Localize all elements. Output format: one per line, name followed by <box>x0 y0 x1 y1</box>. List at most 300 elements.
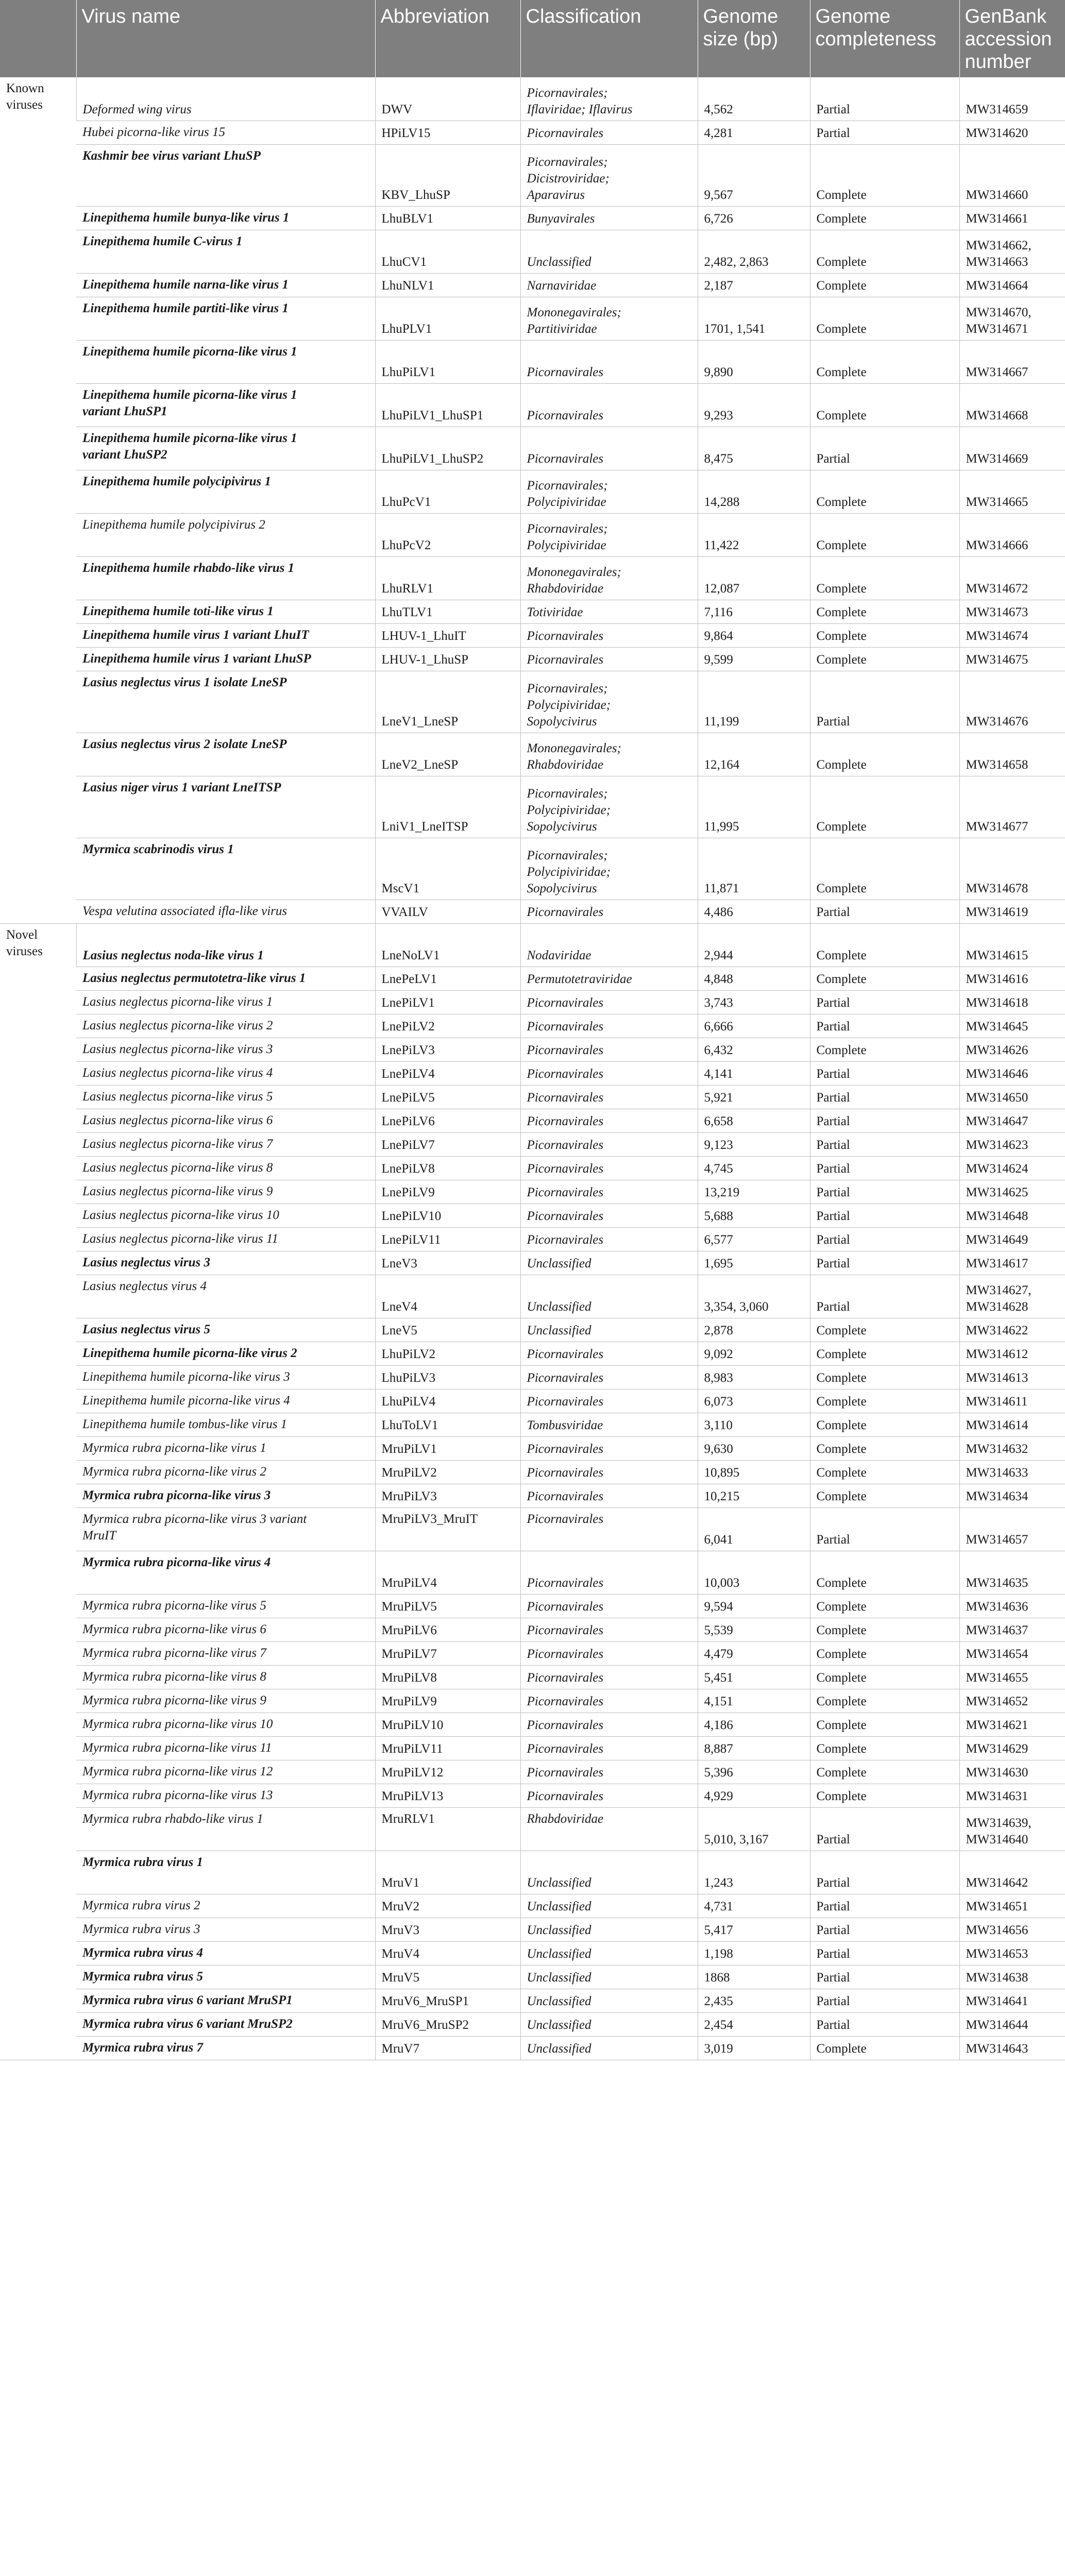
virus-name-line: Lasius neglectus picorna-like virus 10 <box>82 1208 279 1222</box>
virus-name <box>76 2012 375 2036</box>
classification-line: Unclassified <box>527 2041 591 2056</box>
genome-completeness: Partial <box>810 121 959 144</box>
virus-name-line: Myrmica rubra picorna-like virus 1 <box>82 1440 266 1455</box>
accession-line: MW314650 <box>966 1090 1028 1105</box>
abbreviation: LnePiLV2 <box>375 1014 520 1038</box>
virus-name <box>76 990 375 1014</box>
table-body <box>0 77 1065 2060</box>
classification-line: Picornavirales <box>527 1019 604 1033</box>
classification-line: Picornavirales <box>527 1512 604 1526</box>
classification-line: Rhabdoviridae <box>527 1811 604 1826</box>
table-row <box>0 1594 1065 1618</box>
classification-line: Picornavirales <box>527 1066 604 1081</box>
virus-name <box>76 1713 375 1736</box>
accession-line: MW314634 <box>966 1489 1028 1503</box>
table-row <box>0 1180 1065 1204</box>
accession-line: MW314678 <box>966 881 1028 895</box>
abbreviation: LhuPiLV1_LhuSP2 <box>375 427 520 470</box>
virus-name-line: Linepithema humile toti-like virus 1 <box>82 604 274 618</box>
genome-completeness: Partial <box>810 1251 959 1275</box>
classification <box>520 967 698 990</box>
accession-number <box>959 206 1065 230</box>
classification-line: Polycipiviridae <box>527 495 606 509</box>
classification-line: Narnaviridae <box>527 278 597 293</box>
classification <box>520 1014 698 1038</box>
classification-line: Unclassified <box>527 1994 591 2008</box>
accession-number <box>959 1389 1065 1413</box>
genome-completeness: Complete <box>810 1665 959 1689</box>
accession-line: MW314660 <box>966 188 1028 202</box>
genome-size: 4,486 <box>698 900 810 923</box>
abbreviation: LhuCV1 <box>375 230 520 273</box>
classification-line: Picornavirales <box>527 905 604 919</box>
accession-line: MW314625 <box>966 1185 1028 1199</box>
virus-name <box>76 623 375 647</box>
table-row <box>0 1551 1065 1594</box>
virus-name <box>76 230 375 273</box>
accession-line: MW314622 <box>966 1323 1028 1337</box>
accession-line: MW314651 <box>966 1899 1028 1913</box>
classification-line: Picornavirales <box>527 1670 604 1685</box>
accession-number <box>959 1365 1065 1389</box>
classification-line: Partitiviridae <box>527 321 597 336</box>
genome-completeness: Complete <box>810 647 959 671</box>
accession-number <box>959 1318 1065 1342</box>
classification <box>520 1061 698 1085</box>
accession-line: MW314614 <box>966 1418 1028 1432</box>
table-row <box>0 838 1065 900</box>
virus-name <box>76 1109 375 1132</box>
abbreviation: MruV3 <box>375 1918 520 1941</box>
classification <box>520 1665 698 1689</box>
accession-line: MW314638 <box>966 1970 1028 1985</box>
abbreviation: LnePiLV7 <box>375 1132 520 1156</box>
table-row <box>0 1413 1065 1436</box>
genome-size: 5,539 <box>698 1618 810 1641</box>
classification <box>520 1807 698 1851</box>
genome-completeness: Complete <box>810 340 959 383</box>
virus-name <box>76 1689 375 1713</box>
classification-line: Mononegavirales; <box>527 741 621 755</box>
table-row <box>0 1014 1065 1038</box>
classification-line: Aparavirus <box>527 188 585 202</box>
genome-size: 6,073 <box>698 1389 810 1413</box>
table-row <box>0 1736 1065 1760</box>
virus-name-line: Lasius neglectus picorna-like virus 8 <box>82 1160 273 1175</box>
virus-name-line: Kashmir bee virus variant LhuSP <box>82 148 261 163</box>
accession-number <box>959 1989 1065 2012</box>
genome-size: 5,010, 3,167 <box>698 1807 810 1851</box>
table-row <box>0 733 1065 776</box>
genome-size: 4,562 <box>698 77 810 121</box>
classification <box>520 1413 698 1436</box>
genome-completeness: Complete <box>810 1365 959 1389</box>
abbreviation: MruV7 <box>375 2036 520 2060</box>
accession-line: MW314671 <box>966 321 1028 336</box>
classification <box>520 647 698 671</box>
accession-line: MW314635 <box>966 1575 1028 1590</box>
virus-name-line: Linepithema humile polycipivirus 2 <box>82 517 265 532</box>
classification-line: Picornavirales <box>527 365 604 379</box>
genome-completeness: Partial <box>810 1109 959 1132</box>
accession-number <box>959 1736 1065 1760</box>
classification <box>520 383 698 427</box>
accession-line: MW314672 <box>966 581 1028 596</box>
group-label: Known viruses <box>0 77 76 923</box>
virus-name-line: Myrmica rubra picorna-like virus 13 <box>82 1788 273 1802</box>
accession-number <box>959 230 1065 273</box>
virus-name <box>76 1436 375 1460</box>
header-genome-size: Genome size (bp) <box>698 0 810 77</box>
genome-completeness: Partial <box>810 1014 959 1038</box>
classification <box>520 1965 698 1989</box>
abbreviation: MruPiLV4 <box>375 1551 520 1594</box>
virus-name-line: Lasius neglectus virus 2 isolate LneSP <box>82 737 287 751</box>
classification <box>520 1204 698 1227</box>
virus-name-line: Vespa velutina associated ifla-like virus <box>82 904 288 918</box>
classification-line: Nodaviridae <box>527 948 591 962</box>
genome-size: 10,215 <box>698 1484 810 1507</box>
table-row <box>0 600 1065 623</box>
classification-line: Bunyavirales <box>527 211 595 226</box>
genome-completeness: Complete <box>810 1436 959 1460</box>
table-row <box>0 1061 1065 1085</box>
accession-number <box>959 1061 1065 1085</box>
classification-line: Picornavirales <box>527 1694 604 1708</box>
genome-completeness: Complete <box>810 923 959 967</box>
table-row <box>0 1851 1065 1894</box>
table-row <box>0 144 1065 206</box>
classification-line: Picornavirales <box>527 995 604 1010</box>
accession-line: MW314674 <box>966 629 1028 643</box>
virus-name <box>76 1665 375 1689</box>
classification <box>520 556 698 600</box>
table-row <box>0 556 1065 600</box>
genome-size: 5,396 <box>698 1760 810 1784</box>
virus-name-line: Myrmica rubra picorna-like virus 4 <box>82 1555 271 1569</box>
virus-name <box>76 1389 375 1413</box>
accession-line: MW314670, <box>966 305 1032 319</box>
genome-completeness: Complete <box>810 1389 959 1413</box>
table-row <box>0 1318 1065 1342</box>
genome-size: 4,141 <box>698 1061 810 1085</box>
classification <box>520 1989 698 2012</box>
classification-line: Unclassified <box>527 2018 591 2032</box>
table-row <box>0 990 1065 1014</box>
classification <box>520 1180 698 1204</box>
virus-name-line: Linepithema humile picorna-like virus 2 <box>82 1346 297 1360</box>
genome-size: 4,731 <box>698 1894 810 1918</box>
table-row <box>0 671 1065 733</box>
virus-name-line: Myrmica rubra virus 7 <box>82 2040 204 2055</box>
virus-name-line: Lasius niger virus 1 variant LneITSP <box>82 780 281 794</box>
abbreviation: MruPiLV1 <box>375 1436 520 1460</box>
abbreviation: LneV3 <box>375 1251 520 1275</box>
virus-name-line: Lasius neglectus picorna-like virus 9 <box>82 1184 273 1198</box>
classification-line: Picornavirales <box>527 1718 604 1732</box>
classification-line: Dicistroviridae; <box>527 171 610 185</box>
classification <box>520 144 698 206</box>
virus-name-line: Linepithema humile picorna-like virus 1 <box>82 387 297 402</box>
virus-name-line: variant LhuSP2 <box>82 447 167 462</box>
classification <box>520 1918 698 1941</box>
classification-line: Picornavirales <box>527 629 604 643</box>
abbreviation: LnePeLV1 <box>375 967 520 990</box>
virus-name-line: Linepithema humile polycipivirus 1 <box>82 474 271 488</box>
virus-name <box>76 671 375 733</box>
genome-size: 4,848 <box>698 967 810 990</box>
genome-size: 8,475 <box>698 427 810 470</box>
accession-number <box>959 923 1065 967</box>
virus-name-line: Lasius neglectus virus 3 <box>82 1255 210 1269</box>
genome-size: 4,745 <box>698 1156 810 1180</box>
genome-size: 9,293 <box>698 383 810 427</box>
classification-line: Picornavirales <box>527 1161 604 1176</box>
virus-name <box>76 1551 375 1594</box>
virus-name-line: Myrmica rubra virus 2 <box>82 1898 200 1912</box>
genome-size: 5,451 <box>698 1665 810 1689</box>
accession-line: MW314641 <box>966 1994 1028 2008</box>
table-row <box>0 1760 1065 1784</box>
table-row <box>0 513 1065 556</box>
genome-completeness: Partial <box>810 77 959 121</box>
virus-name <box>76 1251 375 1275</box>
classification-line: Picornavirales <box>527 1623 604 1637</box>
virus-name-line: Deformed wing virus <box>82 102 192 116</box>
virus-name-line: Linepithema humile picorna-like virus 1 <box>82 344 297 359</box>
classification-line: Permutotetraviridae <box>527 972 632 986</box>
classification <box>520 1713 698 1736</box>
abbreviation: MruPiLV10 <box>375 1713 520 1736</box>
classification-line: Picornavirales <box>527 1489 604 1503</box>
table-row <box>0 1665 1065 1689</box>
classification <box>520 1275 698 1318</box>
virus-name <box>76 1594 375 1618</box>
abbreviation: MscV1 <box>375 838 520 900</box>
genome-size: 9,890 <box>698 340 810 383</box>
accession-number <box>959 967 1065 990</box>
accession-number <box>959 1551 1065 1594</box>
abbreviation: LnePiLV4 <box>375 1061 520 1085</box>
genome-size: 3,019 <box>698 2036 810 2060</box>
abbreviation: LneV5 <box>375 1318 520 1342</box>
classification <box>520 1342 698 1365</box>
genome-completeness: Partial <box>810 1894 959 1918</box>
genome-completeness: Partial <box>810 1965 959 1989</box>
accession-line: MW314629 <box>966 1741 1028 1756</box>
abbreviation: MruPiLV6 <box>375 1618 520 1641</box>
accession-line: MW314630 <box>966 1765 1028 1780</box>
genome-completeness: Partial <box>810 1227 959 1251</box>
genome-size: 1701, 1,541 <box>698 297 810 340</box>
classification-line: Picornavirales <box>527 1442 604 1456</box>
accession-line: MW314669 <box>966 451 1028 466</box>
virus-name <box>76 1275 375 1318</box>
virus-name <box>76 1760 375 1784</box>
abbreviation: LniV1_LneITSP <box>375 776 520 838</box>
table-row <box>0 297 1065 340</box>
genome-completeness: Partial <box>810 1180 959 1204</box>
classification-line: Unclassified <box>527 1323 591 1337</box>
genome-size: 6,658 <box>698 1109 810 1132</box>
accession-line: MW314652 <box>966 1694 1028 1708</box>
virus-name <box>76 1038 375 1061</box>
classification <box>520 838 698 900</box>
accession-number <box>959 1713 1065 1736</box>
virus-name <box>76 1941 375 1965</box>
table-row <box>0 1109 1065 1132</box>
abbreviation: LhuBLV1 <box>375 206 520 230</box>
classification <box>520 623 698 647</box>
genome-size: 2,187 <box>698 273 810 297</box>
accession-number <box>959 1665 1065 1689</box>
genome-completeness: Complete <box>810 383 959 427</box>
classification-line: Picornavirales <box>527 1394 604 1409</box>
virus-name-line: Myrmica rubra picorna-like virus 2 <box>82 1464 266 1479</box>
classification-line: Mononegavirales; <box>527 305 621 319</box>
genome-completeness: Complete <box>810 2036 959 2060</box>
classification-line: Picornavirales <box>527 1043 604 1057</box>
virus-name-line: Myrmica rubra picorna-like virus 9 <box>82 1693 266 1707</box>
classification-line: Picornavirales; <box>527 478 608 493</box>
abbreviation: LnePiLV1 <box>375 990 520 1014</box>
table-row <box>0 1227 1065 1251</box>
accession-line: MW314647 <box>966 1114 1028 1128</box>
classification <box>520 1251 698 1275</box>
table-row <box>0 1689 1065 1713</box>
table-row <box>0 1436 1065 1460</box>
table-row <box>0 206 1065 230</box>
classification-line: Picornavirales <box>527 451 604 466</box>
abbreviation: LhuRLV1 <box>375 556 520 600</box>
genome-size: 4,186 <box>698 1713 810 1736</box>
accession-line: MW314677 <box>966 819 1028 834</box>
genome-size: 6,432 <box>698 1038 810 1061</box>
table-row <box>0 900 1065 923</box>
genome-size: 11,422 <box>698 513 810 556</box>
genome-size: 1,695 <box>698 1251 810 1275</box>
genome-size: 14,288 <box>698 470 810 513</box>
accession-line: MW314658 <box>966 757 1028 772</box>
abbreviation: LnePiLV6 <box>375 1109 520 1132</box>
virus-name-line: Myrmica rubra virus 5 <box>82 1969 204 1984</box>
genome-size: 3,110 <box>698 1413 810 1436</box>
abbreviation: LneNoLV1 <box>375 923 520 967</box>
classification <box>520 1618 698 1641</box>
accession-line: MW314621 <box>966 1718 1028 1732</box>
classification-line: Unclassified <box>527 1970 591 1985</box>
table-row <box>0 2012 1065 2036</box>
virus-name <box>76 1807 375 1851</box>
classification <box>520 1460 698 1484</box>
accession-line: MW314644 <box>966 2018 1028 2032</box>
abbreviation: LneV2_LneSP <box>375 733 520 776</box>
accession-number <box>959 1507 1065 1551</box>
genome-size: 4,151 <box>698 1689 810 1713</box>
genome-size: 5,688 <box>698 1204 810 1227</box>
classification <box>520 1109 698 1132</box>
accession-number <box>959 144 1065 206</box>
abbreviation: MruV1 <box>375 1851 520 1894</box>
virus-name <box>76 340 375 383</box>
genome-size: 1,198 <box>698 1941 810 1965</box>
classification-line: Iflaviridae; Iflavirus <box>527 102 633 116</box>
classification-line: Rhabdoviridae <box>527 757 604 772</box>
genome-completeness: Partial <box>810 1061 959 1085</box>
abbreviation: MruPiLV3_MruIT <box>375 1507 520 1551</box>
virus-name <box>76 1014 375 1038</box>
classification <box>520 1736 698 1760</box>
classification-line: Tombusviridae <box>527 1418 603 1432</box>
classification-line: Polycipiviridae; <box>527 803 611 817</box>
genome-size: 5,417 <box>698 1918 810 1941</box>
accession-number <box>959 1275 1065 1318</box>
accession-line: MW314645 <box>966 1019 1028 1033</box>
virus-name-line: Linepithema humile virus 1 variant LhuIT <box>82 628 309 642</box>
classification-line: Picornavirales <box>527 1765 604 1780</box>
genome-size: 10,003 <box>698 1551 810 1594</box>
genome-size: 8,887 <box>698 1736 810 1760</box>
accession-number <box>959 1941 1065 1965</box>
genome-completeness: Complete <box>810 1551 959 1594</box>
classification <box>520 1641 698 1665</box>
group-label: Novel viruses <box>0 923 76 2060</box>
genome-size: 9,599 <box>698 647 810 671</box>
header-abbreviation: Abbreviation <box>375 0 520 77</box>
accession-line: MW314619 <box>966 905 1028 919</box>
virus-name <box>76 1085 375 1109</box>
genome-size: 11,199 <box>698 671 810 733</box>
classification <box>520 1507 698 1551</box>
accession-line: MW314655 <box>966 1670 1028 1685</box>
genome-completeness: Complete <box>810 1641 959 1665</box>
virus-name-line: Hubei picorna-like virus 15 <box>82 125 226 139</box>
accession-number <box>959 623 1065 647</box>
virus-name <box>76 1061 375 1085</box>
classification <box>520 1156 698 1180</box>
abbreviation: LHUV-1_LhuIT <box>375 623 520 647</box>
genome-size: 12,087 <box>698 556 810 600</box>
table-row <box>0 1713 1065 1736</box>
classification-line: Picornavirales <box>527 408 604 422</box>
virus-name <box>76 733 375 776</box>
accession-number <box>959 1204 1065 1227</box>
accession-number <box>959 900 1065 923</box>
virus-name <box>76 1204 375 1227</box>
genome-completeness: Partial <box>810 1807 959 1851</box>
virus-name <box>76 1736 375 1760</box>
table-row <box>0 1156 1065 1180</box>
accession-line: MW314632 <box>966 1442 1028 1456</box>
classification-line: Picornavirales <box>527 126 604 140</box>
accession-number <box>959 1413 1065 1436</box>
classification-line: Picornavirales <box>527 1370 604 1385</box>
genome-size: 6,577 <box>698 1227 810 1251</box>
accession-line: MW314659 <box>966 102 1028 116</box>
virus-name-line: Lasius neglectus virus 1 isolate LneSP <box>82 675 287 689</box>
virus-name <box>76 1132 375 1156</box>
table-row <box>0 470 1065 513</box>
accession-line: MW314657 <box>966 1532 1028 1547</box>
accession-number <box>959 1251 1065 1275</box>
classification-line: Unclassified <box>527 1875 591 1890</box>
genome-completeness: Complete <box>810 1784 959 1807</box>
accession-line: MW314663 <box>966 255 1028 269</box>
virus-name-line: Myrmica rubra virus 1 <box>82 1855 204 1869</box>
virus-name <box>76 121 375 144</box>
abbreviation: MruPiLV13 <box>375 1784 520 1807</box>
classification-line: Picornavirales <box>527 1741 604 1756</box>
